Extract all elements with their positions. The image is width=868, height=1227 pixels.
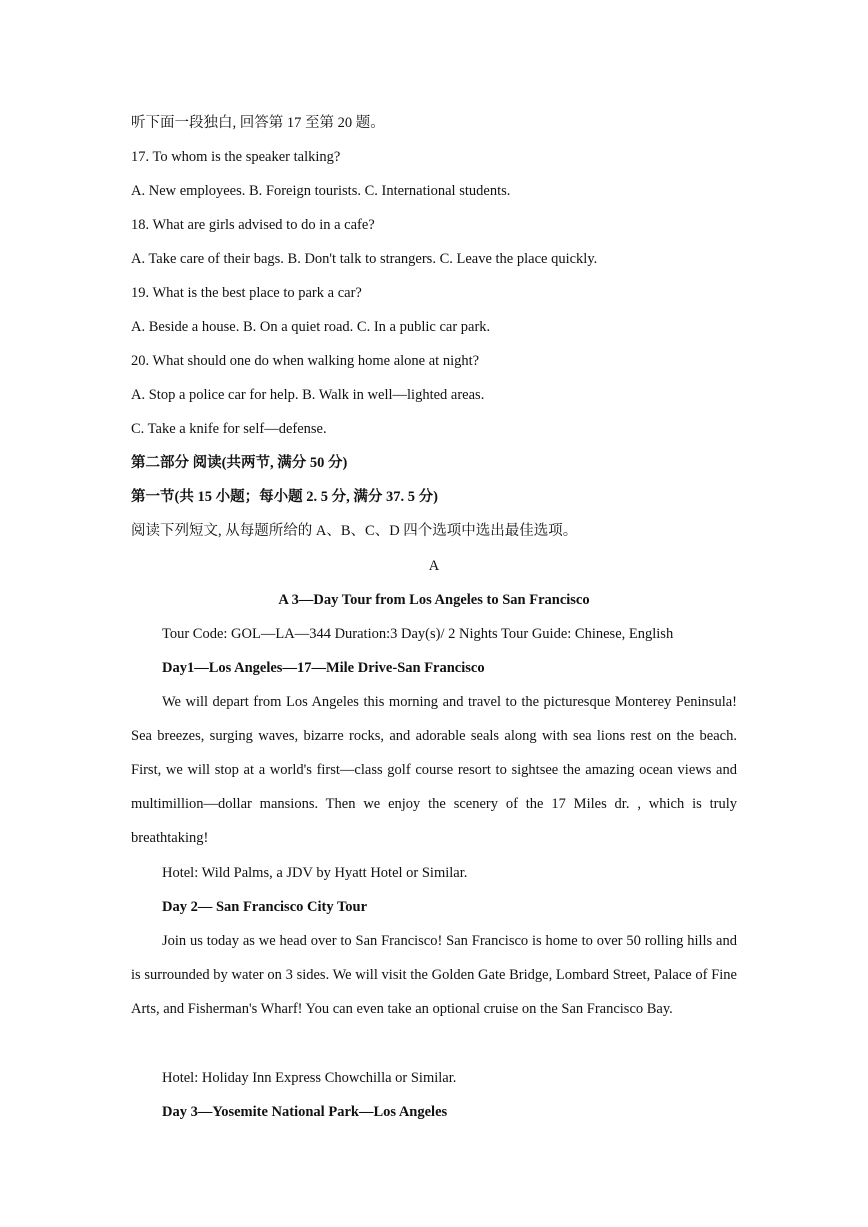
passage-title: A 3—Day Tour from Los Angeles to San Francisco (278, 592, 590, 608)
question-18: 18. What are girls advised to do in a cafe? (131, 217, 375, 233)
day2-paragraph: Join us today as we head over to San Francisco! San Francisco is home to over 50 rolling hills and is surrounded by water on 3 sides. We will visit the Golden Gate Bridge, Lombard Street, Palace of Fine Arts, and Fisherman's Wharf! You can even take an optional cruise on the San Francisco Bay. (131, 933, 737, 1017)
tour-info: Tour Code: GOL—LA—344 Duration:3 Day(s)/ 2 Nights Tour Guide: Chinese, English (162, 626, 674, 642)
question-17: 17. To whom is the speaker talking? (131, 149, 341, 165)
day1-paragraph: We will depart from Los Angeles this morning and travel to the picturesque Monterey Peninsula! Sea breezes, surging waves, bizarre rocks, and adorable seals along with sea lions rest on the beach. First, we will stop at a world's first—class golf course resort to sightsee the amazing ocean views and multimillion—dollar mansions. Then we enjoy the scenery of the 17 Miles dr. , which is truly breathtaking! (131, 694, 737, 846)
section-title: 第一节(共 15 小题；每小题 2. 5 分, 满分 37. 5 分) (131, 489, 438, 505)
options-19: A. Beside a house. B. On a quiet road. C. In a public car park. (131, 319, 491, 335)
options-17: A. New employees. B. Foreign tourists. C. International students. (131, 183, 511, 199)
listening-intro: 听下面一段独白, 回答第 17 至第 20 题。 (131, 115, 385, 131)
day2-heading: Day 2— San Francisco City Tour (162, 899, 368, 915)
options-18: A. Take care of their bags. B. Don't talk to strangers. C. Leave the place quickly. (131, 251, 598, 267)
question-19: 19. What is the best place to park a car? (131, 285, 362, 301)
day1-heading: Day1—Los Angeles—17—Mile Drive-San Francisco (162, 660, 485, 676)
day3-heading: Day 3—Yosemite National Park—Los Angeles (162, 1104, 448, 1120)
day2-hotel: Hotel: Holiday Inn Express Chowchilla or Similar. (162, 1070, 457, 1086)
part-title: 第二部分 阅读(共两节, 满分 50 分) (131, 455, 348, 471)
question-20: 20. What should one do when walking home alone at night? (131, 353, 480, 369)
reading-instruction: 阅读下列短文, 从每题所给的 A、B、C、D 四个选项中选出最佳选项。 (131, 523, 578, 539)
options-20: A. Stop a police car for help. B. Walk in well—lighted areas. (131, 387, 485, 403)
day1-hotel: Hotel: Wild Palms, a JDV by Hyatt Hotel or Similar. (162, 865, 468, 881)
options-20-c: C. Take a knife for self—defense. (131, 421, 327, 437)
passage-letter: A (428, 558, 440, 574)
